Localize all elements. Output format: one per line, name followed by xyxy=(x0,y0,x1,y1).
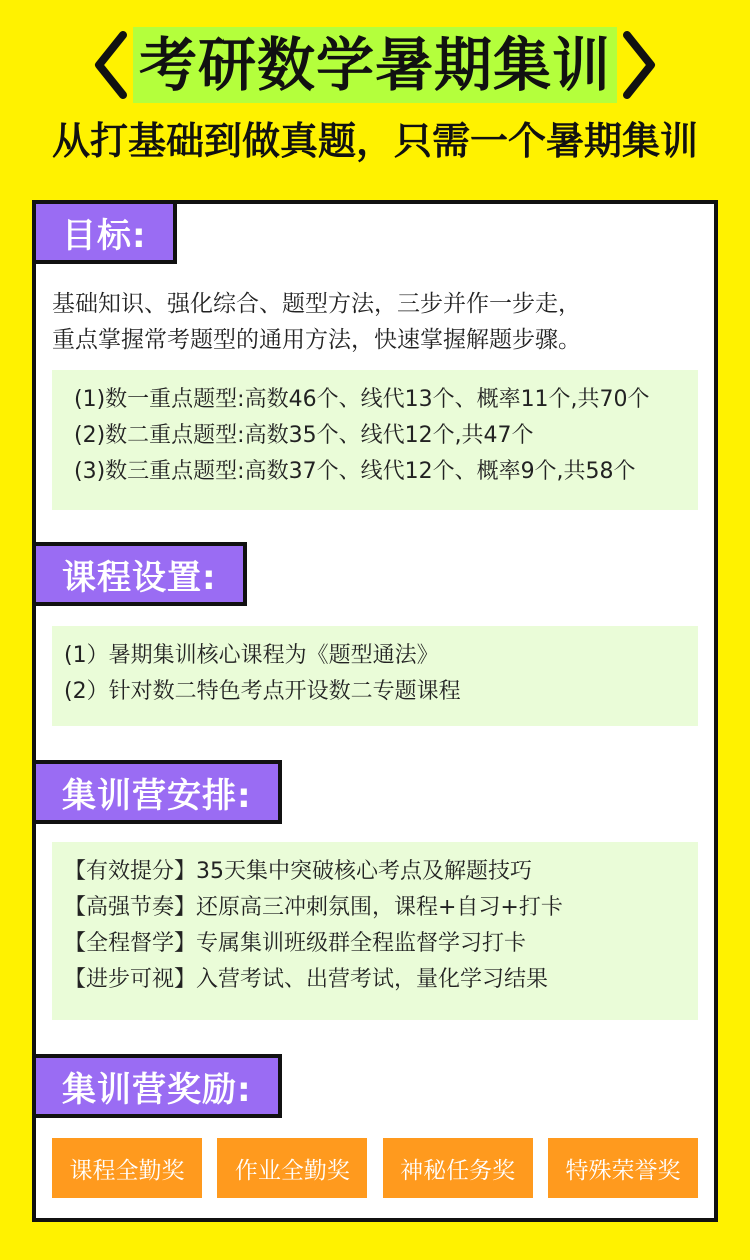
camp-list-box xyxy=(52,842,698,1020)
content-panel xyxy=(32,200,718,1222)
section-title-rewards: 集训营奖励: xyxy=(62,1069,252,1110)
award-mystery-task[interactable]: 神秘任务奖 xyxy=(383,1138,533,1198)
list-item: 【高强节奏】还原高三冲刺氛围，课程+自习+打卡 xyxy=(64,895,563,920)
section-header-rewards xyxy=(32,1054,282,1118)
list-item: 【进步可视】入营考试、出营考试，量化学习结果 xyxy=(64,967,549,992)
award-attendance-homework[interactable]: 作业全勤奖 xyxy=(217,1138,367,1198)
section-title-camp: 集训营安排: xyxy=(62,775,252,816)
title-highlight xyxy=(133,27,617,103)
award-special-honor[interactable]: 特殊荣誉奖 xyxy=(548,1138,698,1198)
goal-intro-line: 基础知识、强化综合、题型方法，三步并作一步走， xyxy=(52,291,581,317)
list-item: (1）暑期集训核心课程为《题型通法》 xyxy=(64,643,439,668)
list-item: 【有效提分】35天集中突破核心考点及解题技巧 xyxy=(64,859,532,884)
right-bracket-icon xyxy=(617,27,663,103)
list-item: 【全程督学】专属集训班级群全程监督学习打卡 xyxy=(64,931,527,956)
award-attendance-course[interactable]: 课程全勤奖 xyxy=(52,1138,202,1198)
page-subtitle: 从打基础到做真题，只需一个暑期集训 xyxy=(51,119,698,163)
list-item: (2)数二重点题型:高数35个、线代12个,共47个 xyxy=(74,423,534,448)
left-bracket-icon xyxy=(87,27,133,103)
goal-intro xyxy=(52,286,692,358)
list-item: (2）针对数二特色考点开设数二专题课程 xyxy=(64,679,461,704)
section-header-course xyxy=(32,542,247,606)
title-row xyxy=(0,22,750,108)
course-list-box xyxy=(52,626,698,726)
awards-row xyxy=(52,1138,698,1198)
page-title: 考研数学暑期集训 xyxy=(138,31,611,99)
goal-intro-line: 重点掌握常考题型的通用方法，快速掌握解题步骤。 xyxy=(52,327,581,353)
goal-list-box xyxy=(52,370,698,510)
list-item: (1)数一重点题型:高数46个、线代13个、概率11个,共70个 xyxy=(74,387,650,412)
list-item: (3)数三重点题型:高数37个、线代12个、概率9个,共58个 xyxy=(74,459,636,484)
section-header-camp xyxy=(32,760,282,824)
section-title-course: 课程设置: xyxy=(62,557,217,598)
section-header-goal xyxy=(32,200,177,264)
section-title-goal: 目标: xyxy=(62,215,147,256)
